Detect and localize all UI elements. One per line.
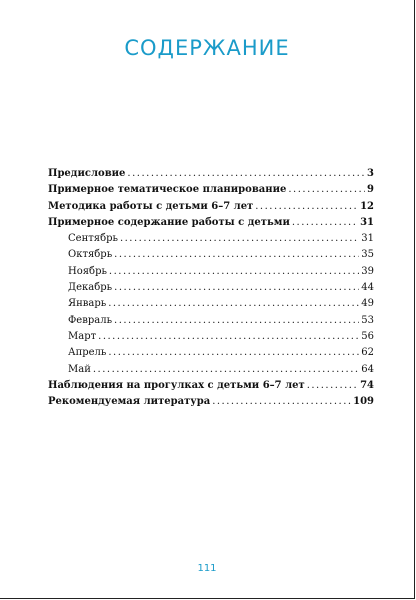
toc-subentry bbox=[68, 329, 374, 345]
toc-entry-page: 62 bbox=[361, 347, 374, 359]
toc-entry-page: 3 bbox=[367, 168, 374, 179]
toc-dot-leader bbox=[120, 231, 359, 247]
toc-dot-leader bbox=[288, 182, 365, 198]
toc-entry-page: 9 bbox=[367, 184, 374, 196]
toc-dot-leader bbox=[108, 296, 359, 312]
toc-entry bbox=[48, 215, 374, 231]
toc-entry-page: 109 bbox=[353, 396, 374, 408]
toc-entry-label: Методика работы с детьми 6–7 лет bbox=[48, 200, 254, 212]
toc-entry-page: 35 bbox=[361, 249, 374, 261]
toc-entry-page: 53 bbox=[361, 314, 374, 326]
toc-subentry bbox=[68, 345, 374, 361]
toc-dot-leader bbox=[114, 247, 359, 263]
toc-subentry bbox=[68, 362, 374, 378]
toc-entry-label: Май bbox=[68, 363, 91, 375]
toc-subentry bbox=[68, 264, 374, 280]
toc-dot-leader bbox=[114, 313, 359, 329]
toc-entry-label: Предисловие bbox=[48, 168, 126, 179]
toc-entry bbox=[48, 166, 374, 182]
toc-entry-page: 44 bbox=[361, 282, 374, 294]
toc-dot-leader bbox=[114, 280, 359, 296]
toc-entry-label: Примерное содержание работы с детьми bbox=[48, 216, 290, 228]
page-number: 111 bbox=[197, 563, 217, 574]
toc-title: СОДЕРЖАНИЕ bbox=[124, 36, 290, 60]
toc-entry-label: Январь bbox=[68, 298, 107, 310]
toc-entry-page: 74 bbox=[360, 379, 374, 391]
toc-entry-label: Рекомендуемая литература bbox=[48, 396, 211, 408]
toc-entry-page: 31 bbox=[360, 216, 374, 228]
toc-dot-leader bbox=[108, 345, 359, 361]
toc-entry-page: 49 bbox=[361, 298, 374, 310]
toc-entry-label: Примерное тематическое планирование bbox=[48, 184, 287, 196]
toc-entry-page: 31 bbox=[361, 233, 374, 245]
toc-entry-page: 12 bbox=[360, 200, 374, 212]
toc-entry-label: Наблюдения на прогулках с детьми 6–7 лет bbox=[48, 379, 305, 391]
toc-entry-label: Октябрь bbox=[68, 249, 113, 261]
toc-dot-leader bbox=[292, 215, 358, 231]
toc-list bbox=[48, 166, 374, 410]
toc-subentry bbox=[68, 296, 374, 312]
toc-entry-page: 39 bbox=[361, 265, 374, 277]
toc-entry-label: Март bbox=[68, 330, 97, 342]
toc-dot-leader bbox=[98, 329, 359, 345]
toc-dot-leader bbox=[255, 199, 358, 215]
toc-dot-leader bbox=[93, 362, 359, 378]
toc-dot-leader bbox=[127, 166, 365, 182]
toc-entry-page: 64 bbox=[361, 363, 374, 375]
toc-entry bbox=[48, 199, 374, 215]
toc-subentry bbox=[68, 313, 374, 329]
toc-entry-label: Февраль bbox=[68, 314, 113, 326]
toc-entry bbox=[48, 394, 374, 410]
toc-entry bbox=[48, 378, 374, 394]
toc-dot-leader bbox=[109, 264, 359, 280]
toc-subentry bbox=[68, 280, 374, 296]
toc-entry-label: Ноябрь bbox=[68, 265, 107, 277]
toc-entry-label: Апрель bbox=[68, 347, 107, 359]
toc-entry-label: Сентябрь bbox=[68, 233, 118, 245]
toc-dot-leader bbox=[212, 394, 351, 410]
toc-entry-page: 56 bbox=[361, 330, 374, 342]
toc-entry bbox=[48, 182, 374, 198]
toc-dot-leader bbox=[307, 378, 358, 394]
toc-entry-label: Декабрь bbox=[68, 282, 113, 294]
toc-subentry bbox=[68, 231, 374, 247]
toc-subentry bbox=[68, 247, 374, 263]
